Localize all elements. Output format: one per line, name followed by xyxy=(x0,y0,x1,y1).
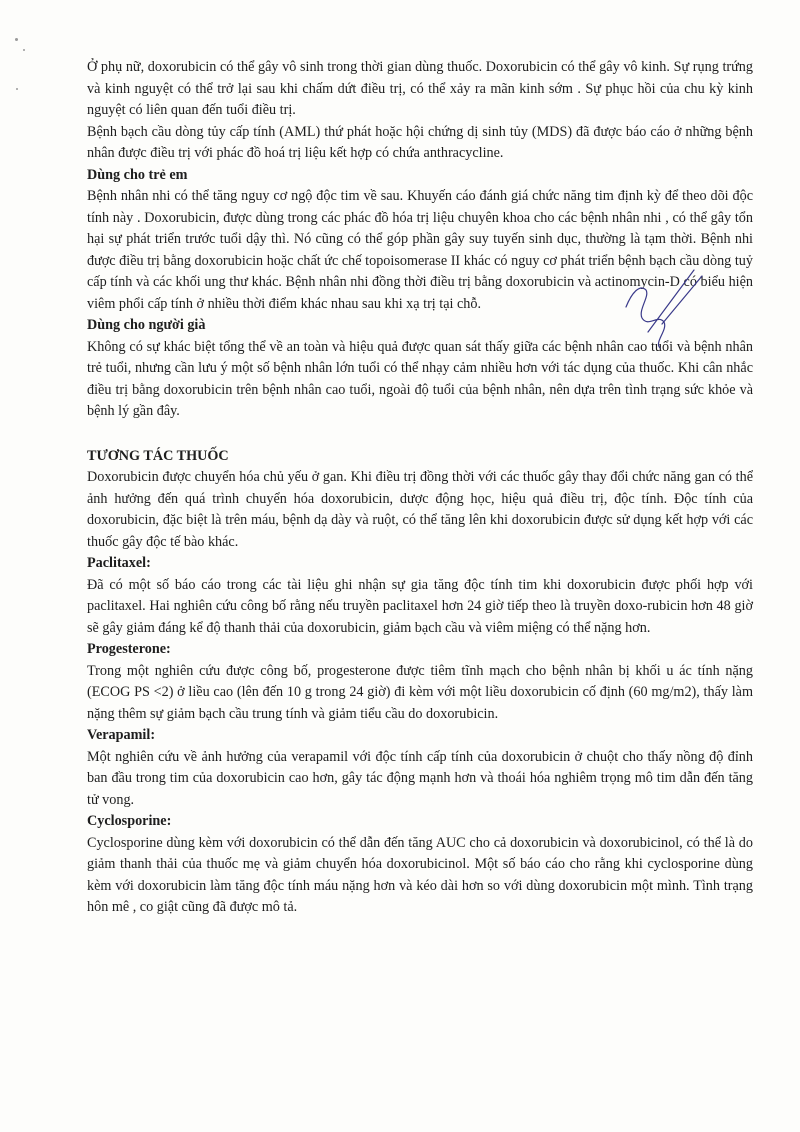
heading-cyclosporine: Cyclosporine: xyxy=(87,813,172,829)
paragraph-paclitaxel: Đã có một số báo cáo trong các tài liệu ghi nhận sự gia tăng độc tính tim khi doxorubicin được phối hợp với paclitaxel. Hai nghiên cứu công bố rằng nếu truyền paclitaxel hơn 24 giờ tiếp theo là truyền doxo-rubicin hơn 48 giờ sẽ gây giảm đáng kể độ thanh thải của doxorubicin, giảm bạch cầu và viêm miệng có thể nặng hơn. xyxy=(87,576,753,636)
scan-speck xyxy=(16,88,18,90)
heading-children: Dùng cho trẻ em xyxy=(87,166,188,183)
heading-drug-interactions: TƯƠNG TÁC THUỐC xyxy=(87,447,229,464)
scan-speck xyxy=(23,49,25,51)
paragraph-elderly: Không có sự khác biệt tổng thể về an toàn và hiệu quả được quan sát thấy giữa các bệnh nhân cao tuổi và bệnh nhân trẻ tuổi, nhưng cần lưu ý một số bệnh nhân lớn tuổi có thể nhạy cảm nhiều hơn với tác dụng của thuốc. Khi cân nhắc điều trị bằng doxorubicin trên bệnh nhân cao tuổi, ngoài độ tuổi của bệnh nhân, nên dựa trên tình trạng sức khỏe và bệnh lý gần đây. xyxy=(87,338,753,419)
paragraph-cyclosporine: Cyclosporine dùng kèm với doxorubicin có thể dẫn đến tăng AUC cho cả doxorubicin và doxorubicinol, có thể là do giảm thanh thải của thuốc mẹ và giảm chuyển hóa doxorubicinol. Một số báo cáo cho rằng khi cyclosporine dùng kèm với doxorubicin làm tăng độc tính máu nặng hơn và kéo dài hơn so với dùng doxorubicin một mình. Tình trạng hôn mê , co giật cũng đã được mô tả. xyxy=(87,834,753,915)
heading-elderly: Dùng cho người già xyxy=(87,317,206,333)
document-page xyxy=(87,57,753,919)
paragraph-aml-mds: Bệnh bạch cầu dòng tủy cấp tính (AML) thứ phát hoặc hội chứng dị sinh tủy (MDS) đã được báo cáo ở những bệnh nhân được điều trị với phác đồ hoá trị liệu kết hợp có chứa anthracycline. xyxy=(87,123,753,161)
paragraph-verapamil: Một nghiên cứu về ảnh hưởng của verapamil với độc tính cấp tính của doxorubicin ở chuột cho thấy nồng độ đỉnh ban đầu trong tim của doxorubicin cao hơn, gây tác động mạnh hơn và thoái hóa nghiêm trọng mô tim dẫn đến tăng tử vong. xyxy=(87,748,753,808)
heading-progesterone: Progesterone: xyxy=(87,641,171,657)
paragraph-children: Bệnh nhân nhi có thể tăng nguy cơ ngộ độc tim về sau. Khuyến cáo đánh giá chức năng tim định kỳ để theo dõi độc tính này . Doxorubicin, được dùng trong các phác đồ hóa trị liệu chuyên khoa cho các bệnh nhân nhi , có thể gây tổn hại sự phát triển trước tuổi dậy thì. Nó cũng có thể góp phần gây suy tuyến sinh dục, thường là tạm thời. Bệnh nhi được điều trị bằng doxorubicin hoặc chất ức chế topoisomerase II khác có nguy cơ phát triển bệnh bạch cầu dòng tuỷ cấp tính và các khối ung thư khác. Bệnh nhân nhi đồng thời điều trị bằng doxorubicin và actinomycin-D có biểu hiện viêm phổi cấp tính ở nhiều thời điểm khác nhau sau khi xạ trị tại chỗ. xyxy=(87,188,753,312)
paragraph-infertility: Ở phụ nữ, doxorubicin có thể gây vô sinh trong thời gian dùng thuốc. Doxorubicin có thể gây vô kinh. Sự rụng trứng và kinh nguyệt có thể trở lại sau khi chấm dứt điều trị, có thể xảy ra mãn kinh sớm . Sự phục hồi của chu kỳ kinh nguyệt có liên quan đến tuổi điều trị. xyxy=(87,59,753,118)
paragraph-progesterone: Trong một nghiên cứu được công bố, progesterone được tiêm tĩnh mạch cho bệnh nhân bị khối u ác tính nặng (ECOG PS <2) ở liều cao (lên đến 10 g trong 24 giờ) đi kèm với một liều doxorubicin cố định (60 mg/m2), thấy làm nặng thêm sự giảm bạch cầu trung tính và giảm tiểu cầu do doxorubicin. xyxy=(87,662,753,722)
paragraph-interactions-intro: Doxorubicin được chuyển hóa chủ yếu ở gan. Khi điều trị đồng thời với các thuốc gây thay đổi chức năng gan có thể ảnh hưởng đến quá trình chuyển hóa doxorubicin, dược động học, hiệu quả điều trị, độc tính. Độc tính của doxorubicin, đặc biệt là trên máu, bệnh dạ dày và ruột, có thể tăng lên khi doxorubicin được sử dụng kết hợp với các thuốc gây độc tế bào khác. xyxy=(87,469,753,550)
handwritten-scribble-mark xyxy=(598,262,708,362)
heading-paclitaxel: Paclitaxel: xyxy=(87,555,151,571)
heading-verapamil: Verapamil: xyxy=(87,727,156,743)
scan-speck xyxy=(15,38,18,41)
